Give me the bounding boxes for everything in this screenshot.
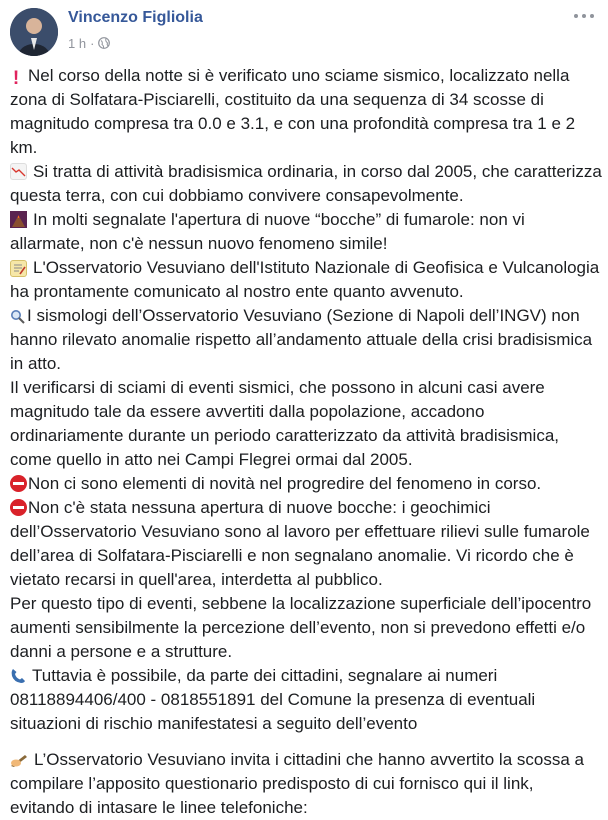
memo-icon — [10, 260, 27, 277]
paragraph: Per questo tipo di eventi, sebbene la localizzazione superficiale dell’ipocentro aumenti sensibilmente la percezione dell’evento, non si prevedono effetti e/o danni a persone e a strutture. — [10, 594, 592, 661]
paragraph: Il verificarsi di sciami di eventi sismici, che possono in alcuni casi avere magnitudo tale da essere avvertiti dalla popolazione, accadono ordinariamente durante un periodo caratterizzato da attività bradisismica, come quello in atto nei Campi Flegrei ormai dal 2005. — [10, 378, 560, 469]
avatar[interactable] — [10, 8, 58, 56]
paragraph: I sismologi dell’Osservatorio Vesuviano (Sezione di Napoli dell’INGV) non hanno rilevato anomalie rispetto all’andamento attuale della crisi bradisismica in atto. — [10, 306, 593, 373]
telephone-icon — [10, 668, 26, 685]
author-name[interactable]: Vincenzo Figliolia — [68, 9, 203, 26]
exclamation-icon: ! — [12, 68, 20, 89]
paragraph: ! Nel corso della notte si è verificato uno sciame sismico, localizzato nella zona di Solfatara-Pisciarelli, costituito da una sequenza di 34 scosse di magnitudo compresa tra 0.0 e 3.1, e con una profondità compresa tra 1 e 2 km. — [10, 66, 576, 157]
paragraph: Non ci sono elementi di novità nel progredire del fenomeno in corso. — [10, 472, 602, 496]
paragraph: In molti segnalate l'apertura di nuove “bocche” di fumarole: non vi allarmate, non c'è nessun nuovo fenomeno simile! — [10, 210, 525, 253]
post-body — [10, 64, 602, 820]
paragraph: Si tratta di attività bradisismica ordinaria, in corso dal 2005, che caratterizza questa terra, con cui dobbiamo convivere consapevolmente. — [10, 162, 602, 205]
writing-hand-icon — [10, 752, 28, 769]
post-header — [0, 0, 608, 62]
paragraph: L'Osservatorio Vesuviano dell'Istituto Nazionale di Geofisica e Vulcanologia ha prontamente comunicato al nostro ente quanto avvenuto. — [10, 258, 600, 301]
magnifier-icon — [10, 309, 25, 326]
chart-icon — [10, 163, 27, 180]
post-time[interactable]: 1 h — [68, 35, 87, 51]
paragraph: Non c'è stata nessuna apertura di nuove bocche: i geochimici dell’Osservatorio Vesuviano sono al lavoro per effettuare rilievi sulle fumarole dell’area di Solfatara-Pisciarelli e non segnalano anomalie. Vi ricordo che è vietato recarsi in quell'area, interdetta al pubblico. — [10, 498, 590, 589]
globe-icon[interactable] — [98, 37, 110, 49]
post-meta: 1 h · — [68, 35, 110, 51]
volcano-icon — [10, 211, 27, 228]
no-entry-icon — [10, 499, 27, 516]
more-options-icon[interactable] — [574, 8, 594, 24]
paragraph: Tuttavia è possibile, da parte dei cittadini, segnalare ai numeri 08118894406/400 - 0818551891 del Comune la presenza di eventuali situazioni di rischio manifestatesi a seguito dell’evento — [10, 666, 536, 733]
no-entry-icon — [10, 475, 27, 492]
paragraph: L’Osservatorio Vesuviano invita i cittadini che hanno avvertito la scossa a compilare l’apposito questionario predisposto di cui fornisco qui il link, evitando di intasare le linee telefoniche: — [10, 750, 584, 817]
